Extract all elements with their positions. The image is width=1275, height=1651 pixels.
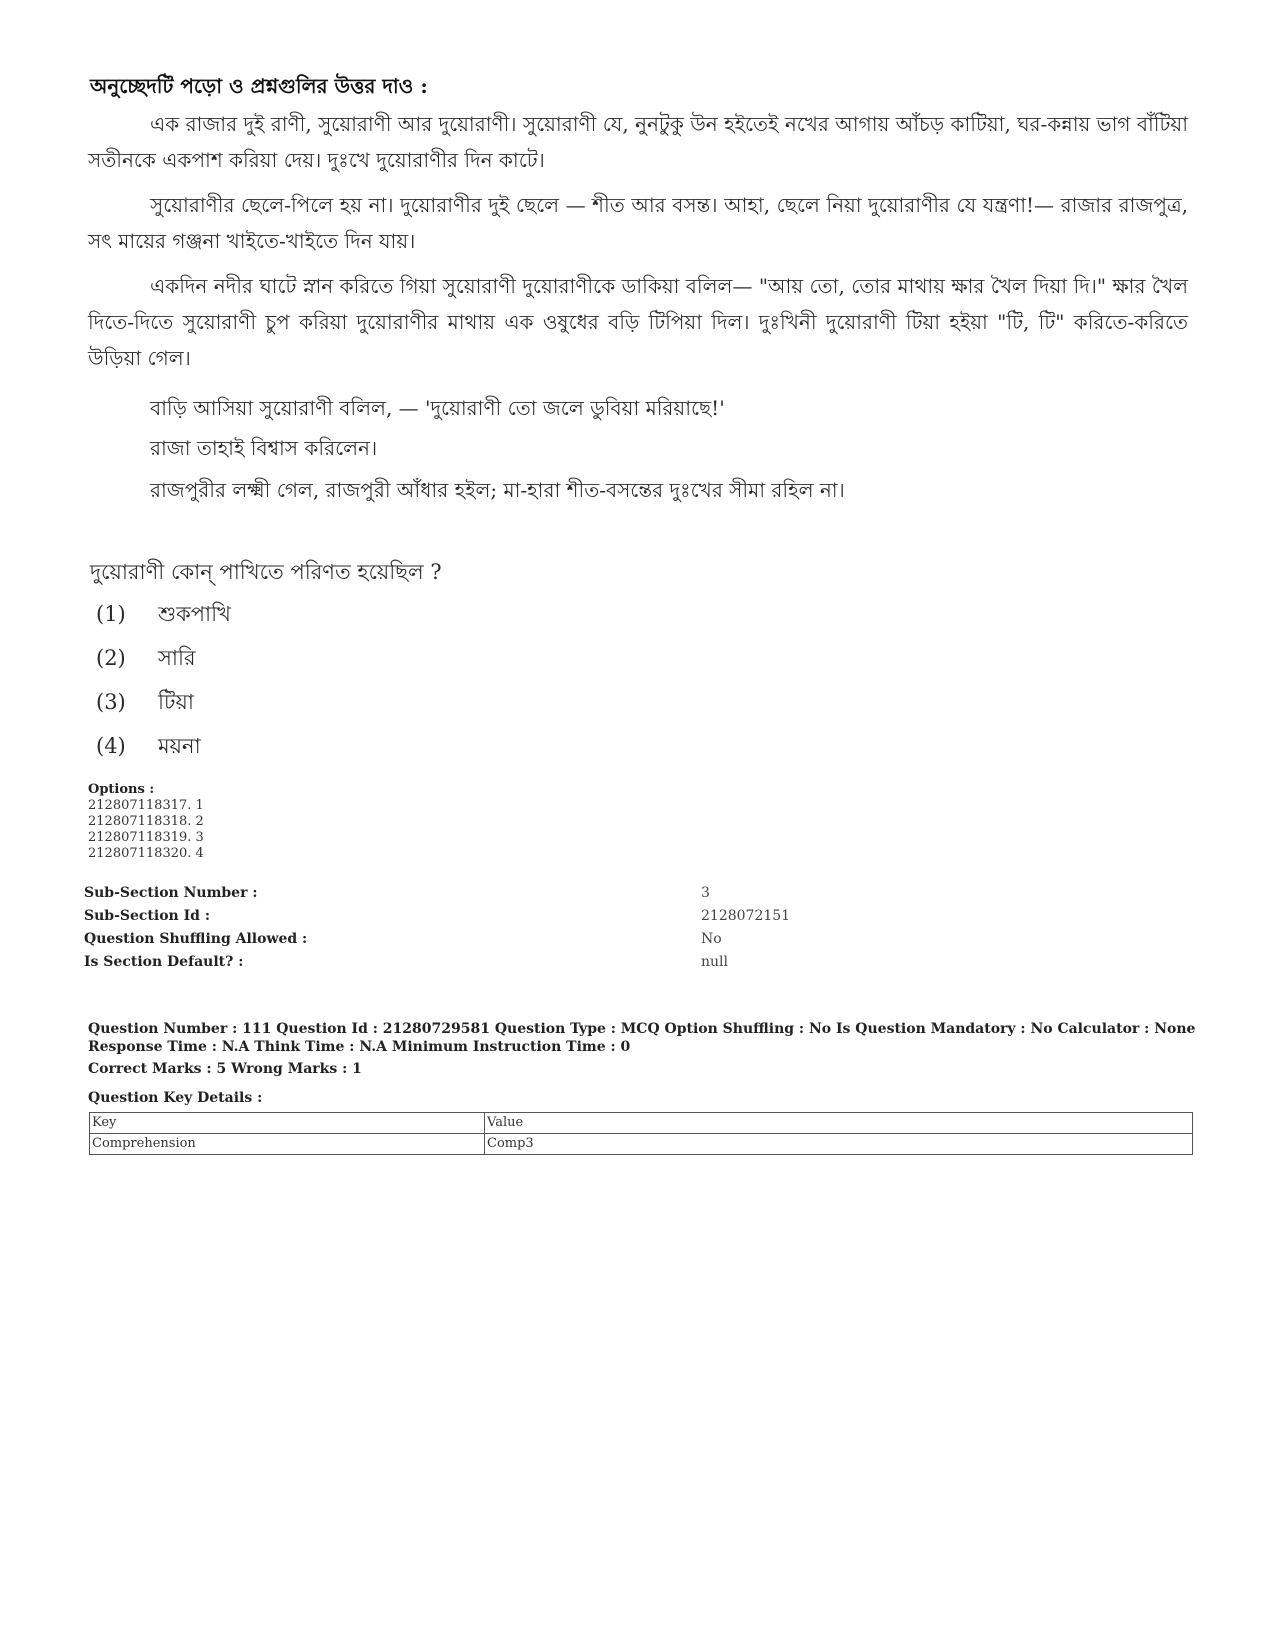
- table-row: [90, 1134, 1193, 1155]
- passage-paragraph-5: রাজা তাহাই বিশ্বাস করিলেন।: [150, 436, 378, 460]
- table-cell-key: Comprehension: [90, 1134, 485, 1155]
- subsection-number-value: 3: [701, 885, 710, 901]
- option-number: (2): [96, 646, 126, 670]
- passage-paragraph-4: বাড়ি আসিয়া সুয়োরাণী বলিল, — 'দুয়োরাণী তো জলে ডুবিয়া মরিয়াছে!': [150, 396, 725, 420]
- passage-paragraph-1: এক রাজার দুই রাণী, সুয়োরাণী আর দুয়োরাণী। সুয়োরাণী যে, নুনটুকু উন হইতেই নখের আগায় আঁচড় কাটিয়া, ঘর-কন্নায় ভাগ বাঁটিয়া সতীনকে একপাশ করিয়া দেয়। দুঃখে দুয়োরাণীর দিন কাটে।: [88, 112, 1188, 172]
- option-number: (3): [96, 690, 126, 714]
- option-number: (4): [96, 734, 126, 758]
- section-default-label: Is Section Default? :: [84, 954, 244, 970]
- question-info-line-1: Question Number : 111 Question Id : 21280729581 Question Type : MCQ Option Shuffling : No Is Question Mandatory : No Calculator : None: [88, 1021, 1196, 1037]
- option-id-1: 212807118317. 1: [88, 798, 204, 813]
- question-key-table: [89, 1112, 1193, 1155]
- option-id-2: 212807118318. 2: [88, 814, 204, 829]
- passage-heading: অনুচ্ছেদটি পড়ো ও প্রশ্নগুলির উত্তর দাও :: [90, 74, 428, 98]
- option-text: টিয়া: [158, 690, 194, 714]
- question-text: দুয়োরাণী কোন্ পাখিতে পরিণত হয়েছিল ?: [90, 560, 442, 584]
- option-text: শুকপাখি: [158, 602, 231, 626]
- section-default-value: null: [701, 954, 728, 970]
- question-marks-line: Correct Marks : 5 Wrong Marks : 1: [88, 1061, 362, 1077]
- option-3: [96, 686, 194, 721]
- option-text: সারি: [158, 646, 196, 670]
- subsection-number-label: Sub-Section Number :: [84, 885, 258, 901]
- option-id-4: 212807118320. 4: [88, 846, 204, 861]
- option-2: [96, 642, 196, 677]
- shuffling-allowed-label: Question Shuffling Allowed :: [84, 931, 308, 947]
- subsection-id-value: 2128072151: [701, 908, 791, 924]
- options-label: Options :: [88, 782, 155, 797]
- passage-paragraph-2: সুয়োরাণীর ছেলে-পিলে হয় না। দুয়োরাণীর দুই ছেলে — শীত আর বসন্ত। আহা, ছেলে নিয়া দুয়োরাণীর যে যন্ত্রণা!— রাজার রাজপুত্র, সৎ মায়ের গঞ্জনা খাইতে-খাইতে দিন যায়।: [88, 193, 1188, 253]
- option-4: [96, 730, 201, 765]
- passage-paragraph-3: একদিন নদীর ঘাটে স্নান করিতে গিয়া সুয়োরাণী দুয়োরাণীকে ডাকিয়া বলিল— "আয় তো, তোর মাথায় ক্ষার খৈল দিয়া দি।" ক্ষার খৈল দিতে-দিতে সুয়োরাণী চুপ করিয়া দুয়োরাণীর মাথায় এক ওষুধের বড়ি টিপিয়া দিল। দুঃখিনী দুয়োরাণী টিয়া হইয়া "টি, টি" করিতে-করিতে উড়িয়া গেল।: [88, 274, 1188, 370]
- table-header-value: Value: [485, 1113, 1193, 1134]
- shuffling-allowed-value: No: [701, 931, 722, 947]
- question-info-block: [88, 1020, 1198, 1078]
- option-number: (1): [96, 602, 126, 626]
- option-ids-block: [88, 782, 204, 862]
- option-text: ময়না: [158, 734, 201, 758]
- option-id-3: 212807118319. 3: [88, 830, 204, 845]
- table-header-key: Key: [90, 1113, 485, 1134]
- question-key-details-label: Question Key Details :: [88, 1090, 263, 1106]
- option-1: [96, 598, 231, 633]
- table-header-row: [90, 1113, 1193, 1134]
- subsection-id-label: Sub-Section Id :: [84, 908, 210, 924]
- table-cell-value: Comp3: [485, 1134, 1193, 1155]
- question-info-line-2: Response Time : N.A Think Time : N.A Minimum Instruction Time : 0: [88, 1039, 631, 1055]
- passage-paragraph-6: রাজপুরীর লক্ষ্মী গেল, রাজপুরী আঁধার হইল; মা-হারা শীত-বসন্তের দুঃখের সীমা রহিল না।: [150, 478, 845, 502]
